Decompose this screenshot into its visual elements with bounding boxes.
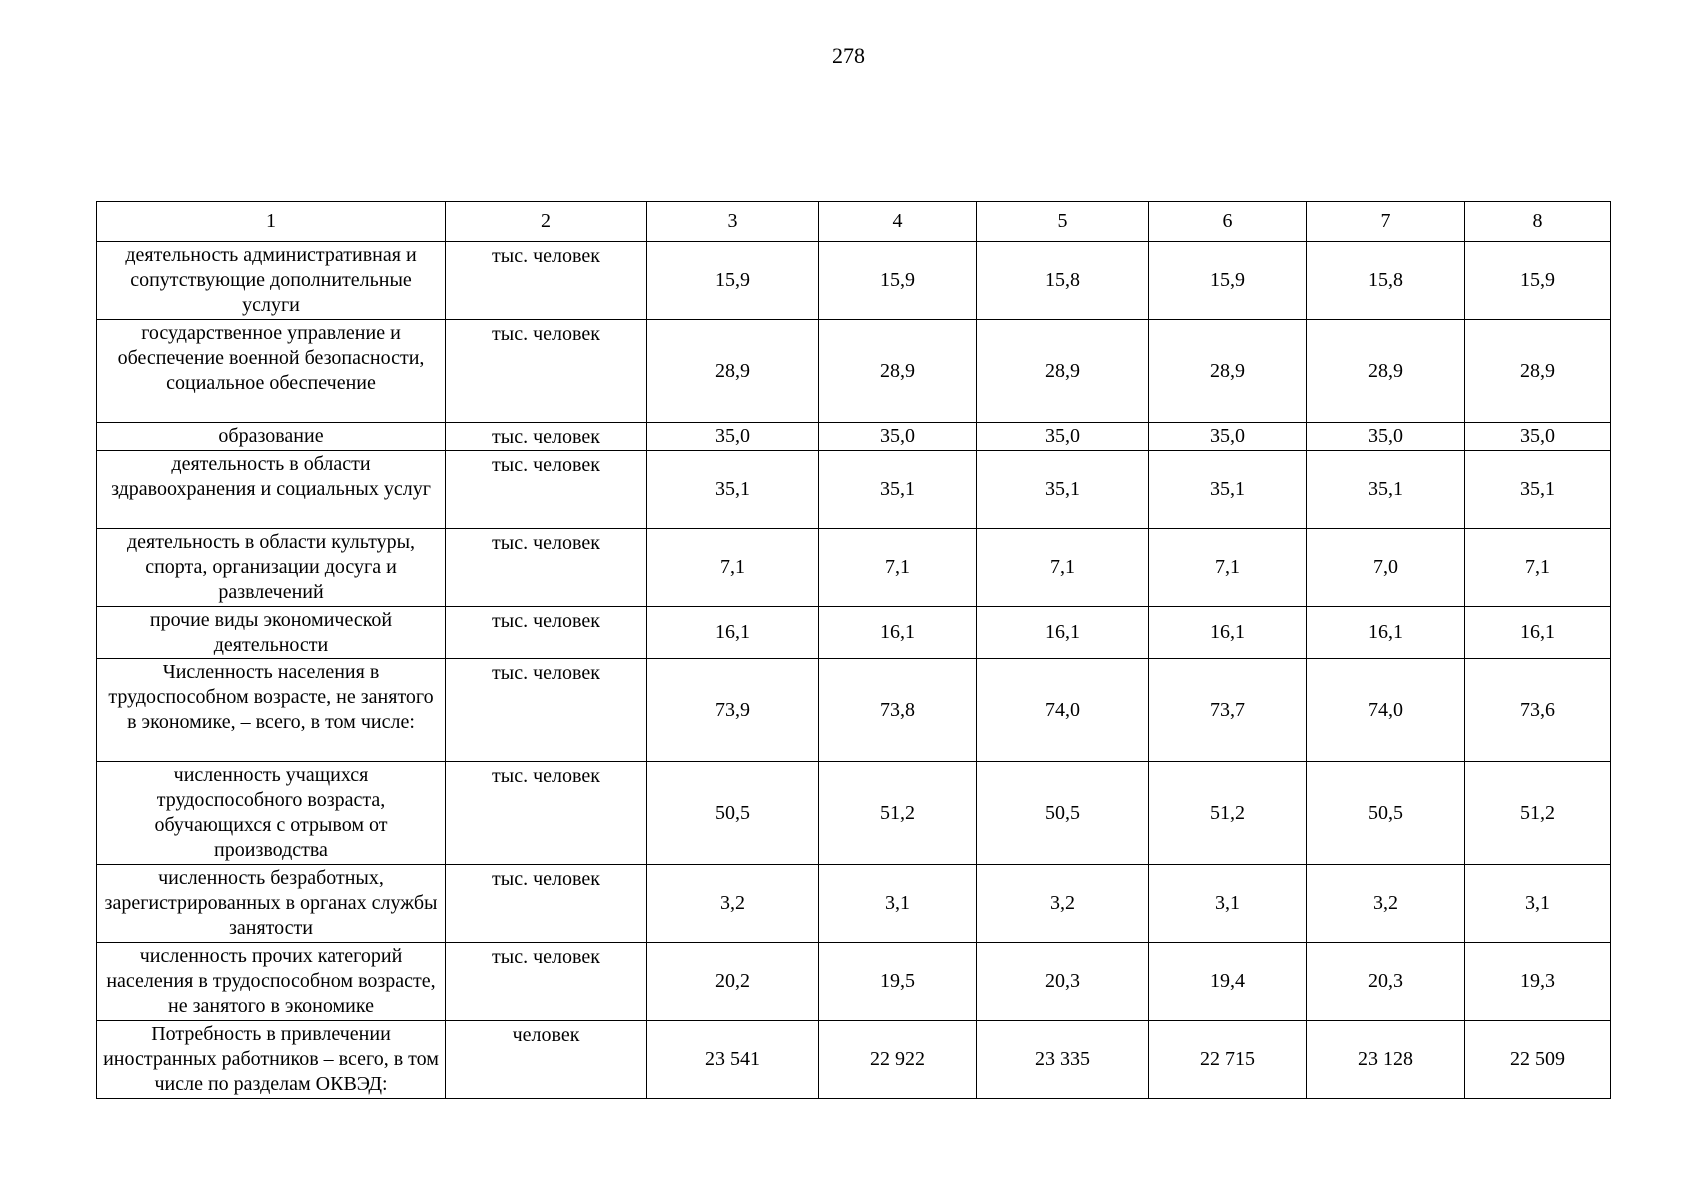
row-unit: тыс. человек — [446, 320, 647, 423]
row-label: численность учащихся трудоспособного возраста, обучающихся с отрывом от производства — [97, 762, 446, 865]
value-cell: 16,1 — [1307, 607, 1465, 659]
table-row — [97, 242, 1611, 320]
value-cell: 28,9 — [1149, 320, 1307, 423]
row-unit: человек — [446, 1021, 647, 1099]
value-cell: 28,9 — [647, 320, 819, 423]
value-cell: 23 541 — [647, 1021, 819, 1099]
value-cell: 20,3 — [1307, 943, 1465, 1021]
value-cell: 15,9 — [1149, 242, 1307, 320]
row-label: численность прочих категорий населения в трудоспособном возрасте, не занятого в экономике — [97, 943, 446, 1021]
table-row — [97, 451, 1611, 529]
header-cell: 3 — [647, 202, 819, 242]
row-unit: тыс. человек — [446, 451, 647, 529]
table-row — [97, 762, 1611, 865]
value-cell: 16,1 — [647, 607, 819, 659]
header-cell: 8 — [1465, 202, 1611, 242]
value-cell: 16,1 — [819, 607, 977, 659]
value-cell: 35,1 — [1149, 451, 1307, 529]
value-cell: 7,1 — [647, 529, 819, 607]
value-cell: 7,1 — [819, 529, 977, 607]
data-table — [96, 201, 1611, 1099]
value-cell: 73,9 — [647, 659, 819, 762]
value-cell: 15,9 — [647, 242, 819, 320]
header-cell: 5 — [977, 202, 1149, 242]
row-unit: тыс. человек — [446, 607, 647, 659]
value-cell: 73,6 — [1465, 659, 1611, 762]
row-label: государственное управление и обеспечение военной безопасности, социальное обеспечение — [97, 320, 446, 423]
value-cell: 22 715 — [1149, 1021, 1307, 1099]
value-cell: 28,9 — [1465, 320, 1611, 423]
value-cell: 15,9 — [819, 242, 977, 320]
value-cell: 35,0 — [647, 423, 819, 451]
row-label: деятельность административная и сопутствующие дополнительные услуги — [97, 242, 446, 320]
table-row — [97, 1021, 1611, 1099]
value-cell: 7,1 — [1465, 529, 1611, 607]
table-row — [97, 423, 1611, 451]
row-unit: тыс. человек — [446, 762, 647, 865]
row-label: образование — [97, 423, 446, 451]
value-cell: 22 509 — [1465, 1021, 1611, 1099]
value-cell: 7,1 — [977, 529, 1149, 607]
value-cell: 3,1 — [819, 865, 977, 943]
value-cell: 35,0 — [819, 423, 977, 451]
value-cell: 51,2 — [1465, 762, 1611, 865]
row-label: деятельность в области культуры, спорта, организации досуга и развлечений — [97, 529, 446, 607]
row-label: численность безработных, зарегистрированных в органах службы занятости — [97, 865, 446, 943]
table-row — [97, 659, 1611, 762]
value-cell: 50,5 — [647, 762, 819, 865]
value-cell: 19,4 — [1149, 943, 1307, 1021]
value-cell: 20,2 — [647, 943, 819, 1021]
value-cell: 50,5 — [1307, 762, 1465, 865]
value-cell: 35,1 — [977, 451, 1149, 529]
header-cell: 7 — [1307, 202, 1465, 242]
value-cell: 35,0 — [1307, 423, 1465, 451]
header-cell: 4 — [819, 202, 977, 242]
table-row — [97, 607, 1611, 659]
value-cell: 7,0 — [1307, 529, 1465, 607]
value-cell: 73,7 — [1149, 659, 1307, 762]
value-cell: 7,1 — [1149, 529, 1307, 607]
value-cell: 35,1 — [647, 451, 819, 529]
row-unit: тыс. человек — [446, 423, 647, 451]
value-cell: 3,2 — [977, 865, 1149, 943]
row-unit: тыс. человек — [446, 943, 647, 1021]
value-cell: 16,1 — [977, 607, 1149, 659]
value-cell: 35,1 — [1465, 451, 1611, 529]
row-unit: тыс. человек — [446, 659, 647, 762]
value-cell: 74,0 — [977, 659, 1149, 762]
value-cell: 19,3 — [1465, 943, 1611, 1021]
page-number: 278 — [832, 43, 865, 68]
table-row — [97, 529, 1611, 607]
value-cell: 35,0 — [1149, 423, 1307, 451]
value-cell: 19,5 — [819, 943, 977, 1021]
value-cell: 35,1 — [1307, 451, 1465, 529]
value-cell: 50,5 — [977, 762, 1149, 865]
value-cell: 3,1 — [1149, 865, 1307, 943]
table-row — [97, 320, 1611, 423]
value-cell: 28,9 — [1307, 320, 1465, 423]
value-cell: 16,1 — [1149, 607, 1307, 659]
row-unit: тыс. человек — [446, 529, 647, 607]
value-cell: 3,2 — [647, 865, 819, 943]
value-cell: 51,2 — [1149, 762, 1307, 865]
value-cell: 73,8 — [819, 659, 977, 762]
value-cell: 35,1 — [819, 451, 977, 529]
value-cell: 23 335 — [977, 1021, 1149, 1099]
value-cell: 20,3 — [977, 943, 1149, 1021]
header-cell: 2 — [446, 202, 647, 242]
value-cell: 35,0 — [1465, 423, 1611, 451]
table-row — [97, 865, 1611, 943]
row-unit: тыс. человек — [446, 865, 647, 943]
value-cell: 16,1 — [1465, 607, 1611, 659]
header-cell: 6 — [1149, 202, 1307, 242]
value-cell: 23 128 — [1307, 1021, 1465, 1099]
value-cell: 22 922 — [819, 1021, 977, 1099]
value-cell: 28,9 — [819, 320, 977, 423]
row-unit: тыс. человек — [446, 242, 647, 320]
value-cell: 15,8 — [977, 242, 1149, 320]
value-cell: 28,9 — [977, 320, 1149, 423]
row-label: Потребность в привлечении иностранных работников – всего, в том числе по разделам ОКВЭД: — [97, 1021, 446, 1099]
row-label: деятельность в области здравоохранения и социальных услуг — [97, 451, 446, 529]
value-cell: 3,1 — [1465, 865, 1611, 943]
table-header-row — [97, 202, 1611, 242]
value-cell: 35,0 — [977, 423, 1149, 451]
value-cell: 3,2 — [1307, 865, 1465, 943]
header-cell: 1 — [97, 202, 446, 242]
table-row — [97, 943, 1611, 1021]
value-cell: 51,2 — [819, 762, 977, 865]
value-cell: 15,9 — [1465, 242, 1611, 320]
row-label: Численность населения в трудоспособном возрасте, не занятого в экономике, – всего, в том числе: — [97, 659, 446, 762]
value-cell: 74,0 — [1307, 659, 1465, 762]
row-label: прочие виды экономической деятельности — [97, 607, 446, 659]
value-cell: 15,8 — [1307, 242, 1465, 320]
